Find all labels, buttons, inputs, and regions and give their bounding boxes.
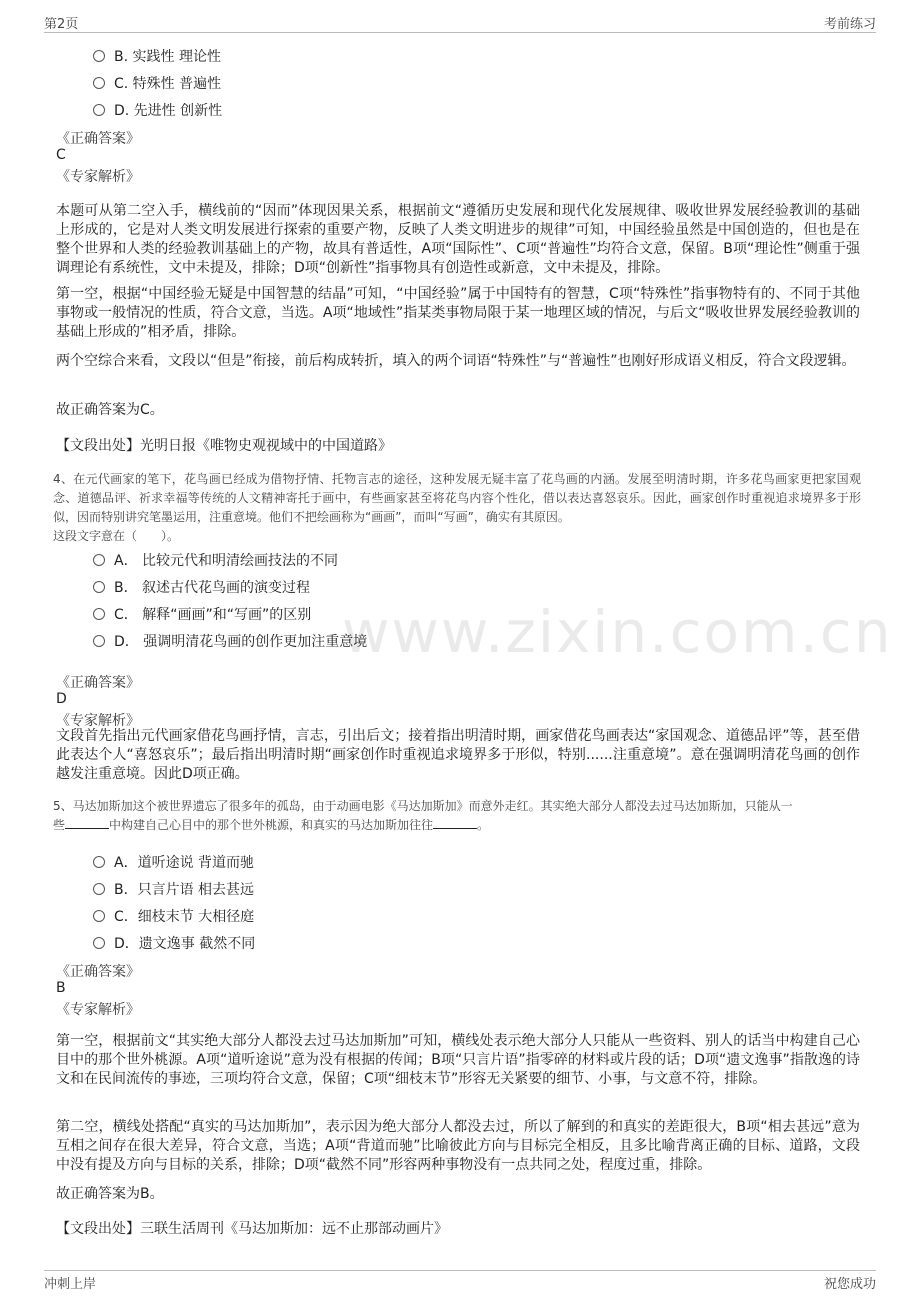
stem-text: 5、马达加斯加这个被世界遗忘了很多年的孤岛，由于动画电影《马达加斯加》而意外走红。其实绝大部分人都没去过马达加斯加，只能从一 [53,799,793,813]
fill-blank [433,816,477,829]
page-number: 第2页 [44,17,79,32]
option-c[interactable] [93,73,221,93]
option-c[interactable] [93,906,254,926]
page-header [44,10,876,33]
analysis-paragraph: 两个空综合来看，文段以“但是”衔接，前后构成转折，填入的两个词语“特殊性”与“普遍性”也刚好形成语义相反，符合文段逻辑。 [56,353,856,369]
answer-value: B [56,980,66,996]
option-label: D. 先进性 创新性 [114,103,223,119]
radio-icon[interactable] [93,554,105,566]
footer-left: 冲刺上岸 [44,1277,97,1292]
option-label: A． 比较元代和明清绘画技法的不同 [114,553,339,569]
analysis-label: 《专家解析》 [56,713,140,729]
answer-label: 《正确答案》 [56,675,140,691]
analysis-paragraph: 本题可从第二空入手，横线前的“因而”体现因果关系，根据前文“遵循历史发展和现代化发展规律、吸收世界发展经验教训的基础上形成的，它是对人类文明发展进行探索的重要产物，反映了人类文明进步的规律”可知，中国经验虽然是中国创造的，但也是在整个世界和人类的经验教训基础上的产物，故具有普适性，A项“国际性”、C项“普遍性”均符合文意，保留。B项“理论性”侧重于强调理论有系统性，文中未提及，排除；D项“创新性”指事物具有创造性或新意，文中未提及，排除。 [56,203,860,276]
radio-icon[interactable] [93,883,105,895]
radio-icon[interactable] [93,581,105,593]
option-b[interactable] [93,46,221,66]
question-prompt: 这段文字意在（ ）。 [53,529,180,543]
radio-icon[interactable] [93,104,105,116]
option-d[interactable] [93,631,367,651]
question-stem: 4、在元代画家的笔下，花鸟画已经成为借物抒情、托物言志的途径，这种发展无疑丰富了花鸟画的内涵。发展至明清时期，许多花鸟画家更把家国观念、道德品评、祈求幸福等传统的人文精神寄托于画中，有些画家甚至将花鸟内容个性化，借以表达喜怒哀乐。因此，画家创作时重视追求境界多于形似，因而特别讲究笔墨运用，注重意境。他们不把绘画称为“画画”，而叫“写画”，确实有其原因。 [53,472,861,524]
analysis-conclusion: 故正确答案为C。 [56,402,164,418]
option-label: C．细枝末节 大相径庭 [114,909,255,925]
answer-label: 《正确答案》 [56,964,140,980]
radio-icon[interactable] [93,608,105,620]
header-title: 考前练习 [823,17,876,32]
analysis-conclusion: 故正确答案为B。 [56,1186,164,1202]
stem-text: 些 [53,818,66,832]
option-label: D． 强调明清花鸟画的创作更加注重意境 [114,634,368,650]
analysis-paragraph: 第一空，根据“中国经验无疑是中国智慧的结晶”可知，“中国经验”属于中国特有的智慧，C项“特殊性”指事物特有的、不同于其他事物或一般情况的性质，符合文意，当选。A项“地域性”指某类事物局限于某一地理区域的情况，与后文“吸收世界发展经验教训的基础上形成的”相矛盾，排除。 [56,286,860,340]
stem-text: 。 [477,818,490,832]
radio-icon[interactable] [93,910,105,922]
page-footer [44,1270,876,1293]
radio-icon[interactable] [93,856,105,868]
option-a[interactable] [93,852,254,872]
radio-icon[interactable] [93,50,105,62]
analysis-label: 《专家解析》 [56,1002,140,1018]
option-d[interactable] [93,933,255,953]
option-label: B．只言片语 相去甚远 [114,882,255,898]
source-citation: 【文段出处】光明日报《唯物史观视域中的中国道路》 [56,438,392,454]
answer-value: C [56,147,66,163]
watermark: www.zixin.com.cn [342,598,893,666]
option-b[interactable] [93,879,254,899]
radio-icon[interactable] [93,77,105,89]
stem-text: 中构建自己心目中的那个世外桃源，和真实的马达加斯加往往 [109,818,434,832]
option-label: B． 叙述古代花鸟画的演变过程 [114,580,311,596]
footer-right: 祝您成功 [823,1277,876,1292]
option-label: A．道听途说 背道而驰 [114,855,255,871]
source-citation: 【文段出处】三联生活周刊《马达加斯加：远不止那部动画片》 [56,1221,448,1237]
answer-label: 《正确答案》 [56,131,140,147]
option-label: D．遗文逸事 截然不同 [114,936,256,952]
question-stem [53,797,861,835]
analysis-paragraph: 第二空，横线处搭配“真实的马达加斯加”，表示因为绝大部分人都没去过，所以了解到的和真实的差距很大，B项“相去甚远”意为互相之间存在很大差异，符合文意，当选；A项“背道而驰”比喻彼此方向与目标完全相反，且多比喻背离正确的目标、道路，文段中没有提及方向与目标的关系，排除；D项“截然不同”形容两种事物没有一点共同之处，程度过重，排除。 [56,1119,860,1173]
analysis-label: 《专家解析》 [56,169,140,185]
radio-icon[interactable] [93,937,105,949]
option-label: C. 特殊性 普遍性 [114,76,222,92]
answer-value: D [56,691,67,707]
analysis-paragraph: 第一空，根据前文“其实绝大部分人都没去过马达加斯加”可知，横线处表示绝大部分人只能从一些资料、别人的话当中构建自己心目中的那个世外桃源。A项“道听途说”意为没有根据的传闻；B项“只言片语”指零碎的材料或片段的话；D项“遗文逸事”指散逸的诗文和在民间流传的事迹，三项均符合文意，保留；C项“细枝末节”形容无关紧要的细节、小事，与文意不符，排除。 [56,1033,860,1087]
option-b[interactable] [93,577,310,597]
option-label: C． 解释“画画”和“写画”的区别 [114,607,312,623]
analysis-paragraph: 文段首先指出元代画家借花鸟画抒情，言志，引出后文；接着指出明清时期，画家借花鸟画表达“家国观念、道德品评”等，甚至借此表达个人“喜怒哀乐”；最后指出明清时期“画家创作时重视追求境界多于形似，特别......注重意境”。意在强调明清花鸟画的创作越发注重意境。因此D项正确。 [56,728,860,782]
fill-blank [65,816,109,829]
option-d[interactable] [93,100,222,120]
option-c[interactable] [93,604,311,624]
radio-icon[interactable] [93,635,105,647]
option-a[interactable] [93,550,338,570]
option-label: B. 实践性 理论性 [114,49,221,65]
